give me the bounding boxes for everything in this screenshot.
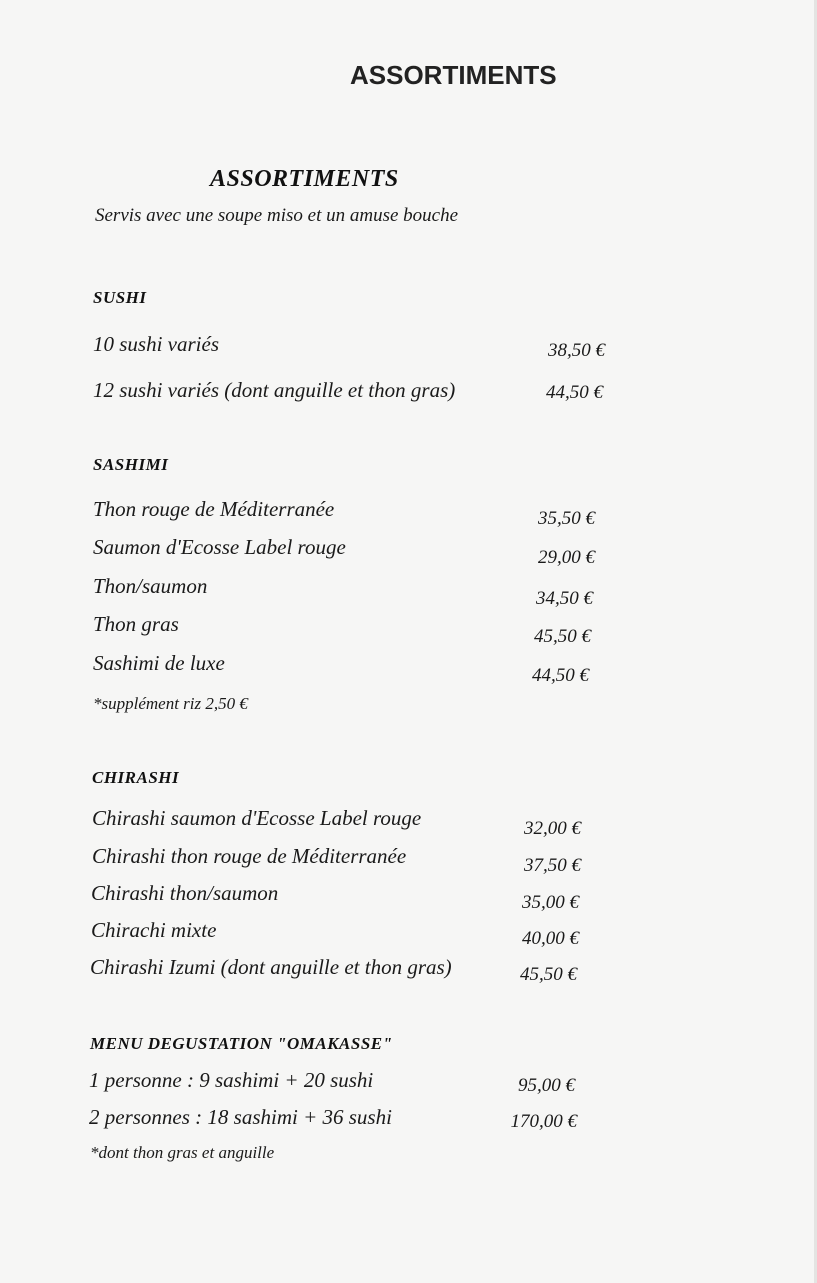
menu-item-price: 44,50 €: [532, 665, 589, 686]
section-title-sashimi: SASHIMI: [93, 455, 169, 474]
page-title: ASSORTIMENTS: [350, 60, 557, 90]
menu-item-price: 38,50 €: [548, 340, 605, 361]
menu-item-price: 35,50 €: [538, 508, 595, 529]
menu-item-name: Thon gras: [93, 612, 179, 636]
menu-item-name: Chirashi thon/saumon: [91, 881, 279, 905]
menu-item-name: 10 sushi variés: [93, 332, 219, 356]
menu-item-price: 34,50 €: [536, 588, 593, 609]
menu-item-name: Chirashi Izumi (dont anguille et thon gras): [90, 955, 452, 979]
section-title-sushi: SUSHI: [93, 288, 147, 307]
menu-subtitle: Servis avec une soupe miso et un amuse bouche: [95, 205, 459, 226]
menu-item-price: 32,00 €: [524, 818, 581, 839]
menu-item-price: 29,00 €: [538, 547, 595, 568]
menu-item-price: 37,50 €: [524, 855, 581, 876]
menu-item-name: Thon rouge de Méditerranée: [93, 497, 335, 521]
section-title-chirashi: CHIRASHI: [92, 768, 180, 787]
menu-item-price: 45,50 €: [534, 626, 591, 647]
menu-item-price: 170,00 €: [510, 1111, 577, 1132]
menu-item-price: 40,00 €: [522, 928, 579, 949]
menu-item-name: Chirachi mixte: [91, 918, 217, 942]
menu-item-name: Saumon d'Ecosse Label rouge: [93, 535, 346, 559]
menu-item-name: Sashimi de luxe: [93, 651, 225, 675]
menu-item-name: 2 personnes : 18 sashimi + 36 sushi: [89, 1105, 392, 1129]
section-title-menu-degustation: MENU DEGUSTATION "OMAKASSE": [90, 1034, 393, 1053]
menu-item-price: 45,50 €: [520, 964, 577, 985]
menu-item-price: 35,00 €: [522, 892, 579, 913]
section-note: *supplément riz 2,50 €: [93, 694, 248, 713]
menu-item-name: Chirashi thon rouge de Méditerranée: [92, 844, 407, 868]
section-note: *dont thon gras et anguille: [90, 1143, 275, 1162]
menu-item-name: 1 personne : 9 sashimi + 20 sushi: [89, 1068, 374, 1092]
menu-item-price: 95,00 €: [518, 1075, 575, 1096]
menu-item-price: 44,50 €: [546, 382, 603, 403]
menu-item-name: Chirashi saumon d'Ecosse Label rouge: [92, 806, 422, 830]
menu-item-name: 12 sushi variés (dont anguille et thon gras): [93, 378, 456, 402]
menu-heading: ASSORTIMENTS: [210, 166, 399, 192]
menu-item-name: Thon/saumon: [93, 574, 208, 598]
